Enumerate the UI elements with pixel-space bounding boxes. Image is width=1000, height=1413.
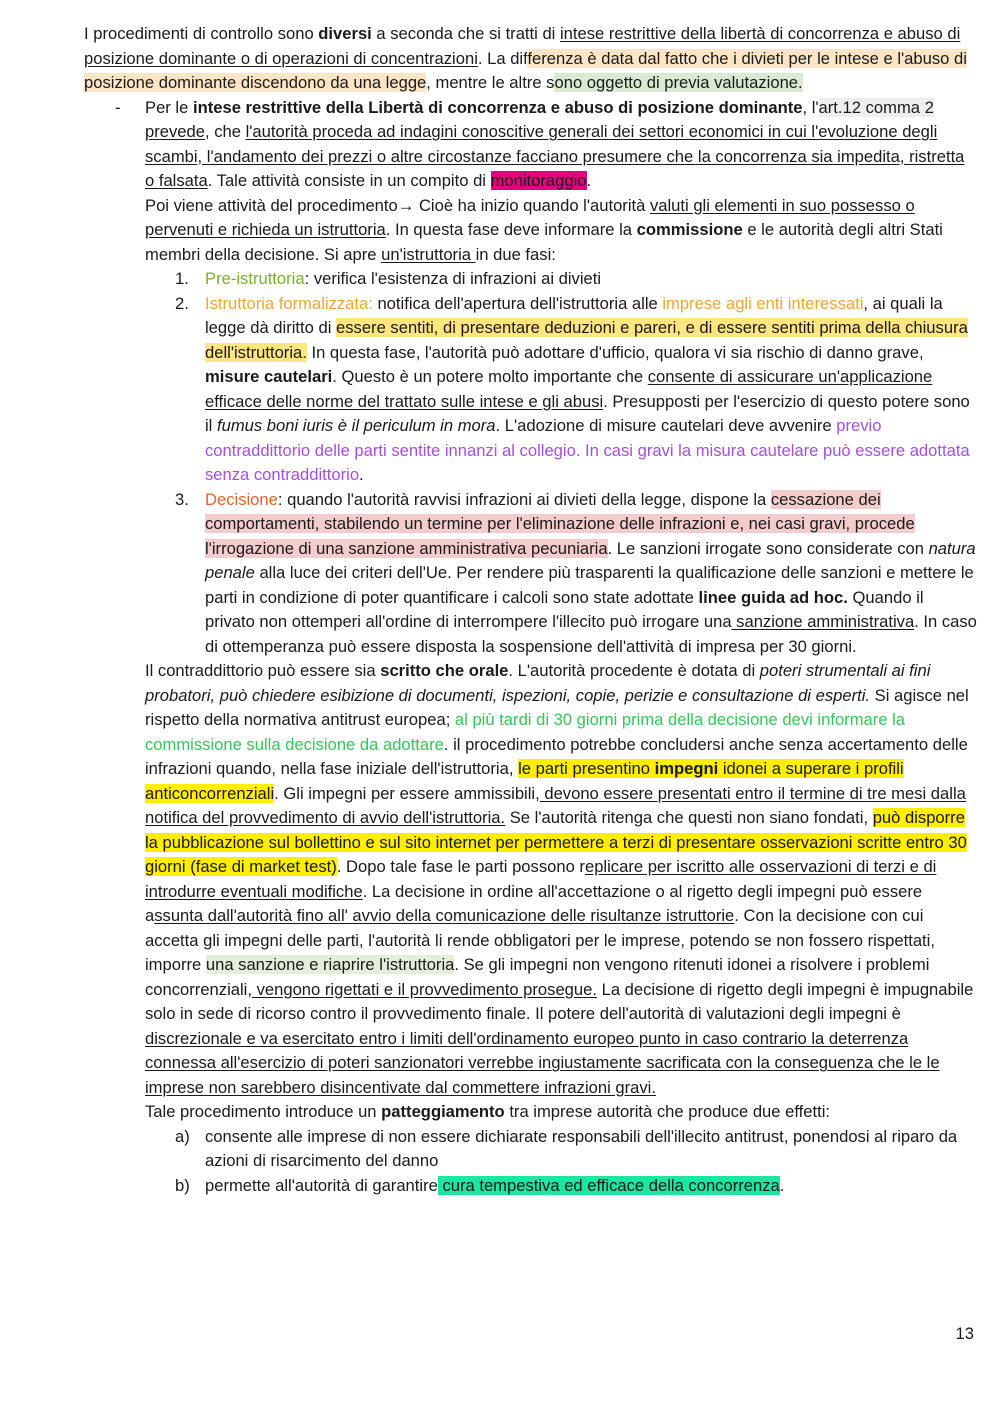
text-run: In questa fase, l'autorità può adottare d'ufficio, qualora vi sia rischio di danno grave,: [306, 342, 924, 362]
italic-text: fumus boni iuris è il periculum in mora: [216, 416, 496, 435]
step-number: 1.: [175, 269, 189, 288]
text-run: permette all'autorità di garantire: [205, 1175, 438, 1195]
step-item-decisione: [84, 488, 977, 660]
text-run: I procedimenti di controllo sono: [84, 24, 319, 43]
contraddittorio-paragraph: [84, 659, 977, 1100]
step-label: Pre-istruttoria: [205, 269, 305, 288]
bold-text: commissione: [636, 220, 743, 239]
text-run: La decisione di rigetto degli impegni è impugnabile solo in sede di ricorso contro il provvedimento finale. Il potere dell'autorità di valutazioni degli impegni è: [145, 979, 974, 1023]
effect-letter: a): [175, 1126, 190, 1146]
step-number: 3.: [175, 489, 189, 509]
text-run: alla luce dei criteri dell'Ue. Per rendere più trasparenti la qualificazione delle sanzioni e mettere le parti in condizione di poter quantificare i calcoli sono state adottate: [205, 563, 974, 607]
underlined-text: ssunta dall'autorità fino all' avvio della comunicazione delle risultanze istruttorie: [154, 906, 735, 925]
effect-item-a: [84, 1125, 977, 1174]
bold-text: patteggiamento: [381, 1102, 505, 1121]
step-number: 2.: [175, 293, 189, 313]
effect-item-b: [84, 1174, 977, 1199]
highlighted-text: le parti presentino: [518, 759, 655, 778]
text-run: notifica dell'apertura dell'istruttoria alle: [372, 293, 663, 313]
text-run: . il procedimento potrebbe concludersi anche senza accertamento delle infrazioni quando, nella fase iniziale dell'istruttoria,: [145, 734, 968, 778]
text-run: . Presupposti per l'esercizio di questo potere sono il: [205, 391, 970, 435]
text-run: . Tale attività consiste in un compito di: [207, 171, 491, 190]
procedure-paragraph: [84, 194, 977, 268]
underlined-text: consente di assicurare un'applicazione efficace delle norme del trattato sulle intese e gli abusi: [205, 367, 933, 411]
colored-text: al più tardi di 30 giorni prima della decisione devi informare la commissione sulla decisione da adottare: [145, 710, 906, 754]
bold-text: intese restrittive della Libertà di concorrenza e abuso di posizione dominante: [192, 97, 803, 117]
underlined-text: sanzione amministrativa: [731, 612, 915, 631]
underlined-text: devono essere presentati entro il termine di tre mesi dalla notifica del provvedimento di avvio dell'istruttoria.: [145, 783, 966, 827]
colored-text: previo contraddittorio delle parti sentite innanzi al collegio. In casi gravi la misura cautelare può essere adottata senza contraddittorio: [205, 416, 970, 484]
text-run: . La dif: [477, 48, 528, 68]
highlighted-text: cura tempestiva ed efficace della concorrenza: [437, 1175, 780, 1195]
text-run: Poi viene attività del procedimento→ Cioè ha inizio quando l'autorità: [145, 195, 650, 215]
bold-text: misure cautelari: [205, 367, 333, 386]
page-body: [84, 22, 977, 1198]
bold-text: scritto che orale: [380, 661, 509, 680]
text-run: tra imprese autorità che produce due effetti:: [504, 1102, 831, 1121]
step-label: Istruttoria formalizzata:: [205, 293, 373, 313]
patteggiamento-paragraph: [84, 1100, 977, 1125]
highlighted-text: monitoraggio: [490, 171, 587, 190]
highlighted-text: essere sentiti, di presentare deduzioni e pareri, e di essere sentiti prima della chiusura dell'istruttoria.: [205, 318, 968, 362]
bullet-item: [84, 96, 977, 194]
step-item-istruttoria-formalizzata: [84, 292, 977, 488]
highlighted-text: una sanzione e riaprire l'istruttoria: [205, 955, 455, 974]
highlighted-text: idonei a superare i profili anticoncorrenziali: [145, 759, 904, 803]
text-run: a seconda che si tratti di: [371, 24, 560, 43]
step-text: [205, 488, 977, 660]
step-text: [205, 292, 977, 488]
text-run: .: [779, 1175, 785, 1195]
page-number: 13: [955, 1324, 974, 1343]
text-run: . Se gli impegni non vengono ritenuti idonei a risolvere i problemi concorrenziali,: [145, 955, 930, 999]
italic-text: natura penale: [205, 538, 976, 582]
underlined-text: l'autorità proceda ad indagini conoscitive generali dei settori economici in cui l'evoluzione degli scambi, l'andamento dei prezzi o altre circostanze facciano presumere che la concorrenza sia impedita, ristretta o falsata: [145, 122, 965, 190]
text-run: Si agisce nel rispetto della normativa antitrust europea;: [145, 685, 969, 729]
effect-letter: b): [175, 1175, 190, 1195]
effect-text: consente alle imprese di non essere dichiarate responsabili dell'illecito antitrust, ponendosi al riparo da azioni di risarcimento del danno: [205, 1126, 958, 1170]
text-run: Quando il privato non ottemperi all'ordine di interrompere l'illecito può irrogare una: [205, 587, 924, 631]
colored-text: imprese agli enti interessati: [662, 293, 864, 313]
step-text: [205, 267, 977, 292]
underlined-text: valuti gli elementi in suo possesso o pervenuti e richieda un istruttoria: [145, 195, 915, 239]
text-run: . Le sanzioni irrogate sono considerate con: [607, 538, 929, 558]
text-run: . La decisione in ordine all'accettazione o al rigetto degli impegni può essere a: [145, 881, 923, 925]
text-run: e le autorità degli altri Stati membri della decisione. Si apre: [145, 220, 943, 264]
text-run: , che: [204, 122, 246, 141]
text-run: .: [359, 465, 364, 484]
highlighted-text: può disporre la pubblicazione sul bollettino e sul sito internet per permettere a terzi di presentare osservazioni scritte entro 30 giorni (fase di market test): [145, 808, 967, 876]
text-run: , ai quali la legge dà diritto di: [205, 293, 943, 337]
underlined-text: vengono rigettati e il provvedimento prosegue.: [251, 979, 597, 999]
highlighted-bold-text: impegni: [654, 759, 719, 778]
underlined-text: prevede: [145, 122, 205, 141]
text-run: . Gli impegni per essere ammissibili,: [274, 783, 540, 803]
text-run: . In caso di ottemperanza può essere disposta la sospensione dell'attività di impresa per 30 giorni.: [205, 612, 977, 656]
text-run: , l': [802, 97, 819, 117]
highlighted-text: art.12 comma 2: [818, 97, 934, 117]
bold-text: linee guida ad hoc.: [698, 587, 848, 607]
highlighted-text: ferenza è data dal fatto che i divieti per le intese e l'abuso di posizione dominante discendono da una legge: [84, 48, 967, 92]
text-run: : quando l'autorità ravvisi infrazioni ai divieti della legge, dispone la: [277, 489, 771, 509]
bold-text: diversi: [318, 24, 372, 43]
text-run: Tale procedimento introduce un: [145, 1102, 382, 1121]
text-run: .: [586, 171, 592, 190]
underlined-text: discrezionale e va esercitato entro i limiti dell'ordinamento europeo punto in caso contrario la deterrenza connessa all'esercizio di poteri sanzionatori verrebbe ingiustamente sacrificata con la conseguenza che le le imprese non sarebbero disincentivate dal commettere infrazioni gravi.: [145, 1028, 940, 1097]
text-run: . In questa fase deve informare la: [385, 220, 637, 239]
underlined-text: un'istruttoria: [381, 244, 476, 264]
highlighted-text: cessazione dei comportamenti, stabilendo un termine per l'eliminazione delle infrazioni e, nei casi gravi, procede l'irrogazione di una sanzione amministrativa pecuniaria: [205, 489, 915, 558]
bullet-paragraph: [145, 96, 977, 194]
underlined-text: intese restrittive della libertà di concorrenza e abuso di posizione dominante o di operazioni di concentrazioni: [84, 24, 961, 68]
text-run: . L'autorità procedente è dotata di: [508, 661, 760, 680]
text-run: . Con la decisione con cui accetta gli impegni delle parti, l'autorità li rende obbligatori per le imprese, potendo se non fossero rispettati, imporre: [145, 906, 935, 974]
text-run: . Dopo tale fase le parti possono r: [336, 857, 585, 876]
underlined-text: eplicare per iscritto alle osservazioni di terzi e di introdurre eventuali modifiche: [145, 857, 937, 901]
effect-text: [205, 1174, 977, 1199]
step-item-pre-istruttoria: [84, 267, 977, 292]
text-run: . L'adozione di misure cautelari deve avvenire: [495, 416, 837, 435]
text-run: , mentre le altre s: [426, 73, 555, 92]
step-label: Decisione: [205, 489, 278, 509]
text-run: . Questo è un potere molto importante che: [332, 367, 648, 386]
italic-text: poteri strumentali ai fini probatori, può chiedere esibizione di documenti, ispezioni, copie, perizie e consultazione di esperti.: [145, 661, 931, 705]
text-run: : verifica l'esistenza di infrazioni ai divieti: [304, 269, 602, 288]
text-run: Se l'autorità ritenga che questi non siano fondati,: [505, 808, 873, 827]
intro-paragraph: [84, 22, 977, 96]
text-run: in due fasi:: [475, 244, 556, 264]
text-run: Per le: [145, 97, 193, 117]
bullet-dash: -: [115, 97, 121, 117]
highlighted-text: ono oggetto di previa valutazione.: [554, 73, 803, 92]
text-run: Il contraddittorio può essere sia: [145, 661, 381, 680]
